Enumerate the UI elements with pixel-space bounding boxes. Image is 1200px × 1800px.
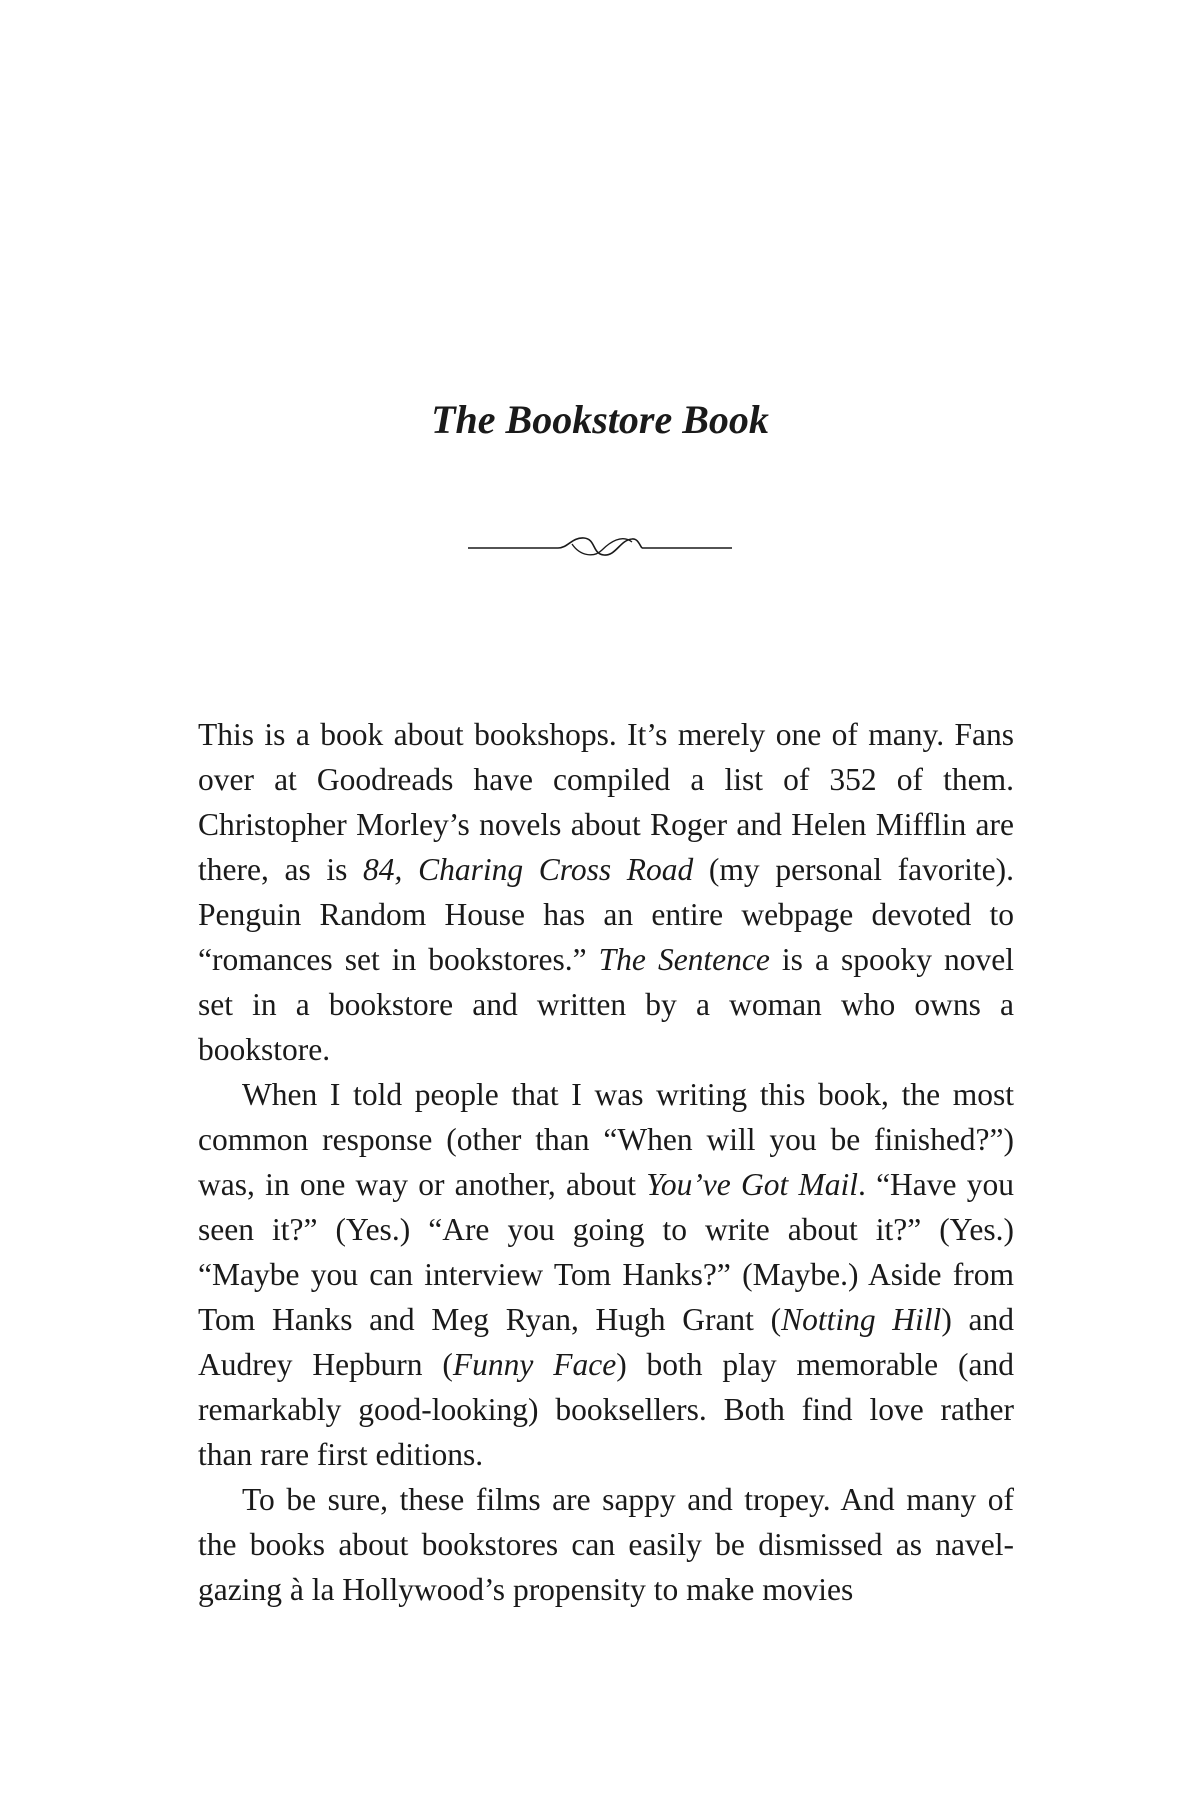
italic-title: 84, Charing Cross Road (363, 852, 694, 887)
paragraph (198, 1477, 1014, 1612)
italic-title: Funny Face (452, 1347, 617, 1382)
text-run: . “Have you seen it?” (Yes.) “Are you going to write about it?” (Yes.) “Maybe you can interview Tom Hanks?” (Maybe.) Aside from Tom Hanks and Meg Ryan, Hugh Grant ( (198, 1167, 1014, 1337)
chapter-title: The Bookstore Book (431, 397, 769, 442)
italic-title: You’ve Got Mail (646, 1167, 858, 1202)
flourish-ornament-icon (460, 528, 740, 564)
text-run: When I told people that I was writing this book, the most common response (other than “When will you be finished?”) was, in one way or another, about (198, 1077, 1014, 1202)
body-text (198, 712, 1014, 1612)
italic-title: Notting Hill (781, 1302, 942, 1337)
text-run: This is a book about bookshops. It’s merely one of many. Fans over at Goodreads have compiled a list of 352 of them. Christopher Morley’s novels about Roger and Helen Mifflin are there, as is (198, 717, 1014, 887)
paragraph (198, 1072, 1014, 1477)
paragraph (198, 712, 1014, 1072)
text-run: is a spooky novel set in a bookstore and written by a woman who owns a bookstore. (198, 942, 1014, 1067)
text-run: To be sure, these films are sappy and tropey. And many of the books about bookstores can easily be dismissed as navel-gazing à la Hollywood’s propensity to make movies (198, 1482, 1014, 1607)
text-run: (my personal favorite). Penguin Random House has an entire webpage devoted to “romances set in bookstores.” (198, 852, 1014, 977)
text-run: ) both play memorable (and remarkably good-looking) booksellers. Both find love rather than rare first editions. (198, 1347, 1014, 1472)
italic-title: The Sentence (598, 942, 770, 977)
text-run: ) and Audrey Hepburn ( (198, 1302, 1014, 1382)
